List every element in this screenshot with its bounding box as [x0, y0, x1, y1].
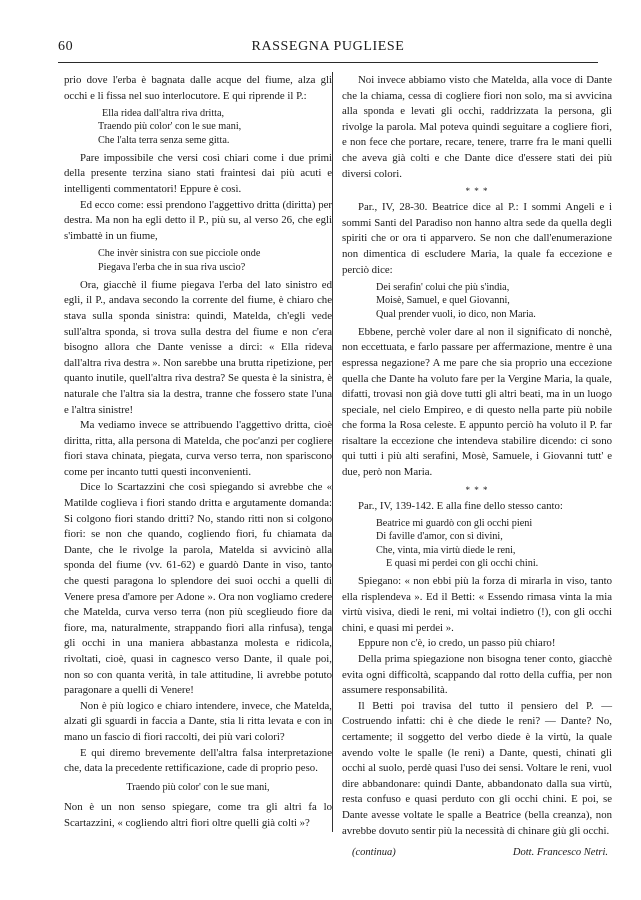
verse-block	[64, 247, 332, 273]
paragraph: prio dove l'erba è bagnata dalle acque del fiume, alza gli occhi e li fissa nel suo interlocutore. E qui riprende il P.:	[64, 74, 332, 102]
verse-line: Beatrice mi guardò con gli occhi pieni	[376, 518, 533, 530]
left-column	[64, 73, 332, 832]
verse-line: Piegava l'erba che in sua riva uscìo?	[98, 261, 246, 273]
paragraph: Spiegano: « non ebbi più la forza di mirarla in viso, tanto ella risplendeva ». Ed il Betti: « Essendo rimasa vinta la mia virtù visiva, diedi le reni, mi voltai indietro (!), con gli occhi chini, e quasi mi perdei ».	[342, 575, 612, 634]
verse-line: Moisè, Samuel, e quel Giovanni,	[376, 295, 510, 307]
continua-note: (continua)	[352, 847, 396, 859]
paragraph: Il Betti poi travisa del tutto il pensiero del P. — Costruendo infatti: chi è che diede le reni? — Dante? No, certamente; il soggetto del verbo diede è la virtù, la quale avendo volte le spalle (le reni) a Dante, questi, chinati gli occhi al suolo, perdè quasi l'uso dei sensi. Voltare le reni, vuol dire abbandonare: quindi Dante, abbandonato dalla sua virtù, resta confuso e quasi perduto con gli occhi chini. E poi, se Dante avesse voltate le spalle a Beatrice (bella creanza), non avrebbe dovuto sentir più la necessità di chinare giù gli occhi.	[342, 699, 612, 837]
section-separator: * * *	[465, 186, 489, 197]
running-header	[58, 39, 598, 59]
header-rule	[58, 62, 598, 63]
paragraph: Non è più logico e chiaro intendere, invece, che Matelda, alzati gli sguardi in faccia a Dante, stia li ritta levata e con in mano un fascio di fiori raccolti, dei più vari colori?	[64, 699, 332, 743]
page-number: 60	[58, 39, 74, 54]
verse-line: Di faville d'amor, con sì divini,	[376, 531, 503, 543]
verse-line: Traendo più color' con le sue mani,	[98, 121, 242, 133]
verse-line: Che invèr sinistra con sue picciole onde	[98, 248, 261, 260]
quoted-verse: Traendo più color' con le sue mani,	[126, 781, 270, 793]
paragraph: Ebbene, perchè voler dare al non il significato di nonchè, non eccettuata, e farlo passare per affermazione, mentre è una espressa negazione? A me pare che sia proprio una eccezione quella che Dante ha voluto fare per la Vergine Maria, la quale, difatti, trovasi non già dove tutti gli altri beati, ma in un luogo speciale, nel cielo Empireo, e di questo nella parte più nobile che forma la Rosa celeste. E appunto perciò ha voluto il P. far risaltare la eccezione che intendeva stabilire dicendo: ci sono qui tutti i più alti serafini, Mosè, Samuele, i Giovanni tutt' e due, però non Maria.	[342, 325, 612, 479]
verse-line: Che, vinta, mia virtù diede le reni,	[376, 544, 516, 556]
column-divider	[332, 72, 333, 832]
verse-line: Qual prender vuoli, io dico, non Maria.	[376, 308, 536, 320]
paragraph: Eppure non c'è, io credo, un passo più chiaro!	[358, 637, 556, 650]
paragraph: Ma vediamo invece se attribuendo l'aggettivo dritta, cioè diritta, ritta, alla persona di Matelda, che poc'anzi per cogliere fiori stava chinata, piegata, curva verso terra, non spariscono come per incanto tutti questi inconvenienti.	[64, 419, 332, 478]
verse-line: Ella ridea dall'altra riva dritta,	[102, 108, 225, 120]
verse-line: Che l'alta terra senza seme gitta.	[98, 134, 230, 146]
signature-line	[342, 845, 612, 861]
verse-block	[342, 517, 612, 570]
author-signature: Dott. Francesco Netri.	[512, 847, 608, 859]
paragraph: Della prima spiegazione non bisogna tener conto, giacchè evita ogni difficoltà, scappando dal rotto della cuffia, per non assumere responsabilità.	[342, 653, 612, 697]
paragraph: Noi invece abbiamo visto che Matelda, alla voce di Dante che la chiama, cessa di cogliere fiori non solo, ma si avvicina alla sponda e levati gli occhi, raddrizzata la persona, gli rivolge la parola. Mal poteva quindi seguitare a cogliere fiori, e non fece che portare, recare, tenere, trarre fra le mani quelli che aveva già colti e che Dante dice d'essere stati dei più diversi colori.	[342, 74, 612, 180]
verse-line: E quasi mi perdei con gli occhi chini.	[386, 557, 539, 569]
verse-line: Dei serafin' colui che più s'india,	[376, 282, 510, 294]
paragraph: E qui diremo brevemente dell'altra falsa interpretazione che, data la precedente rettificazione, cade di proprio peso.	[64, 746, 332, 775]
paragraph: Par., IV, 139-142. E alla fine dello stesso canto:	[358, 499, 563, 512]
journal-title: RASSEGNA PUGLIESE	[251, 39, 405, 54]
verse-block	[342, 281, 612, 321]
paragraph: Pare impossibile che versi così chiari come i due primi della presente terzina siano stati fraintesi dai più acuti e intelligenti commentatori! Eppure è così.	[64, 151, 332, 195]
paragraph: Ed ecco come: essi prendono l'aggettivo dritta (diritta) per destra. Ma non ha egli detto il P., più su, al verso 26, che egli s'imbattè in un fiume,	[64, 198, 332, 242]
paragraph: Non è un non senso spiegare, come tra gli altri fa lo Scartazzini, « cogliendo altri fiori oltre quelli già colti »?	[64, 801, 332, 829]
verse-block	[64, 107, 332, 147]
paragraph: Dice lo Scartazzini che così spiegando si avrebbe che « Matilde coglieva i fiori stando dritta e argutamente domanda: Si colgono fiori stando dritti? No, stando ritti non si colgono fiori: se non che quando, cogliendo fiori, fu chiamata da Dante, che le rivolge la parola, Matelda si avvicinò alla sponda del fiume (vv. 61-62) e guardò Dante in viso, tanto che questi paragona lo splendore dei suoi occhi a quelli di Venere presa d'amore per Adone ». Ora non vogliamo credere che Matelda, curva verso terra (non più sceglieudo fiore da fiore, ma, naturalmente, strappando fiori alla rinfusa), tenga gli occhi in una maniera abbastanza molesta e ridicola, rivoltati, cioè, quasi in cagnesco verso Dante, il quale poi, non so con quanta verità, in tale attitudine, li avrebbe potuto paragonare a quelli di Venere!	[64, 481, 332, 697]
section-separator: * * *	[465, 484, 489, 495]
paragraph: Par., IV, 28-30. Beatrice dice al P.: I sommi Angeli e i sommi Santi del Paradiso non hanno altra sede da quella degli spiriti che or ora ti apparvero. Se non che dall'enumerazione non dimentica di escludere Maria, la quale fa eccezione e perciò dice:	[342, 201, 612, 276]
right-column	[342, 73, 612, 861]
paragraph: Ora, giacchè il fiume piegava l'erba del lato sinistro ed egli, il P., andava secondo la corrente del fiume, è chiaro che stava sulla sponda sinistra: quindi, Matelda, ch'egli vede sull'altra sponda, si trova sulla destra del fiume e non c'era bisogno allora che Dante venisse a dirci: « Ella rideva dall'altra riva destra ». Non sarebbe una brutta ripetizione, per quanto inutile, quell'altra riva destra? Se questa è la sinistra, è naturale che l'altra sia la destra, tranne che fossero state l'una e l'altra sinistre!	[64, 278, 332, 416]
